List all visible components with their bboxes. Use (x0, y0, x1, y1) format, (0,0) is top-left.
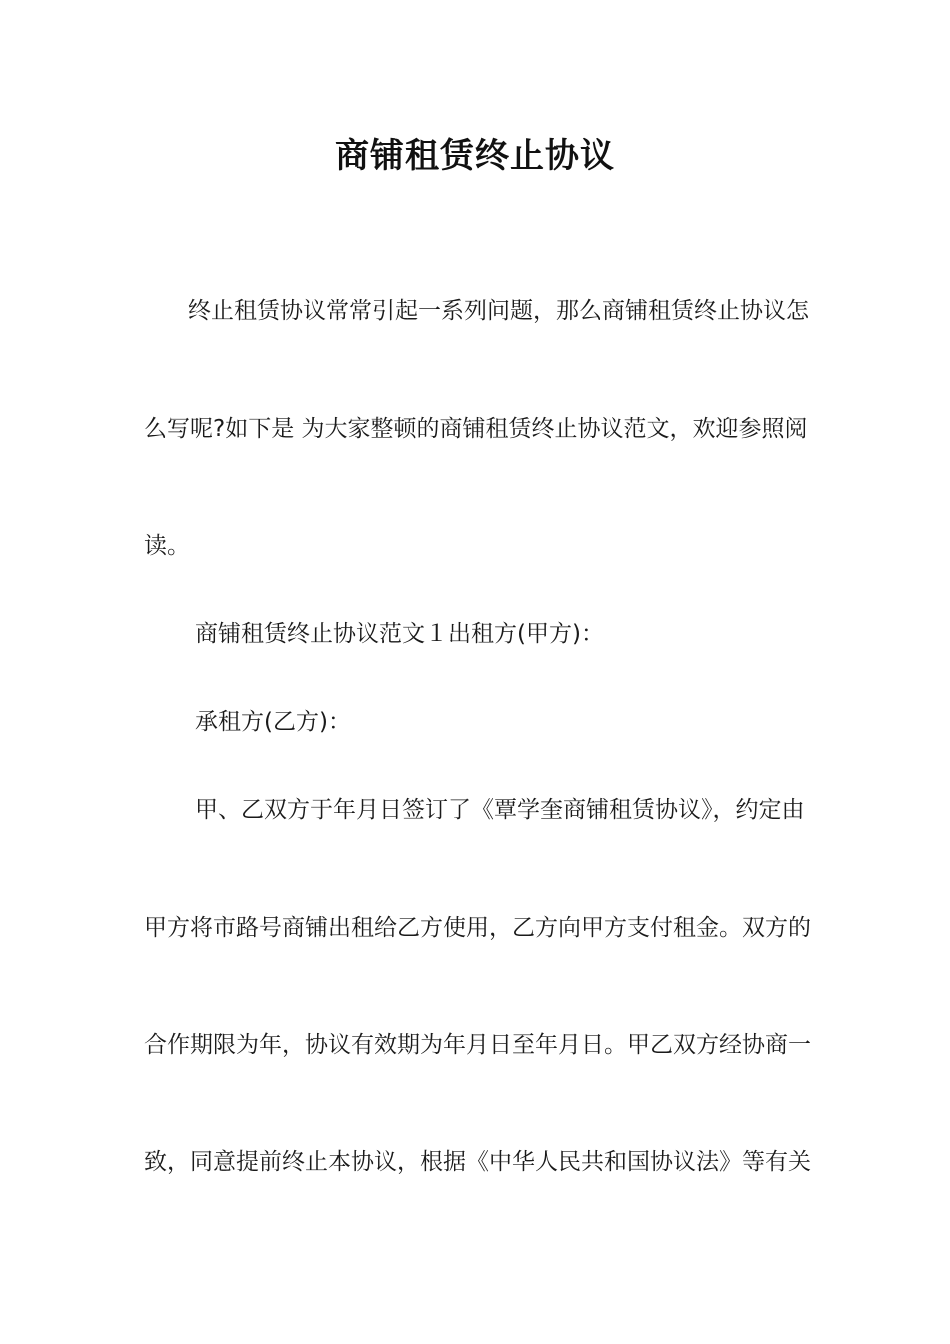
paragraph-line: 终止租赁协议常常引起一系列问题，那么商铺租赁终止协议怎 (188, 298, 809, 324)
paragraph-line: 甲、乙双方于年月日签订了《覃学奎商铺租赁协议》，约定由 (195, 797, 805, 823)
paragraph-line: 合作期限为年，协议有效期为年月日至年月日。甲乙双方经协商一 (144, 1032, 811, 1058)
document-title: 商铺租赁终止协议 (335, 136, 615, 176)
paragraph-line: 读。 (144, 533, 190, 559)
paragraph-line: 承租方(乙方)： (195, 709, 351, 735)
paragraph-line: 么写呢?如下是 为大家整顿的商铺租赁终止协议范文，欢迎参照阅 (144, 416, 808, 442)
paragraph-line: 致，同意提前终止本协议，根据《中华人民共和国协议法》等有关 (144, 1149, 811, 1175)
paragraph-line: 商铺租赁终止协议范文１出租方(甲方)： (195, 621, 604, 647)
paragraph-line: 甲方将市路号商铺出租给乙方使用，乙方向甲方支付租金。双方的 (144, 915, 811, 941)
